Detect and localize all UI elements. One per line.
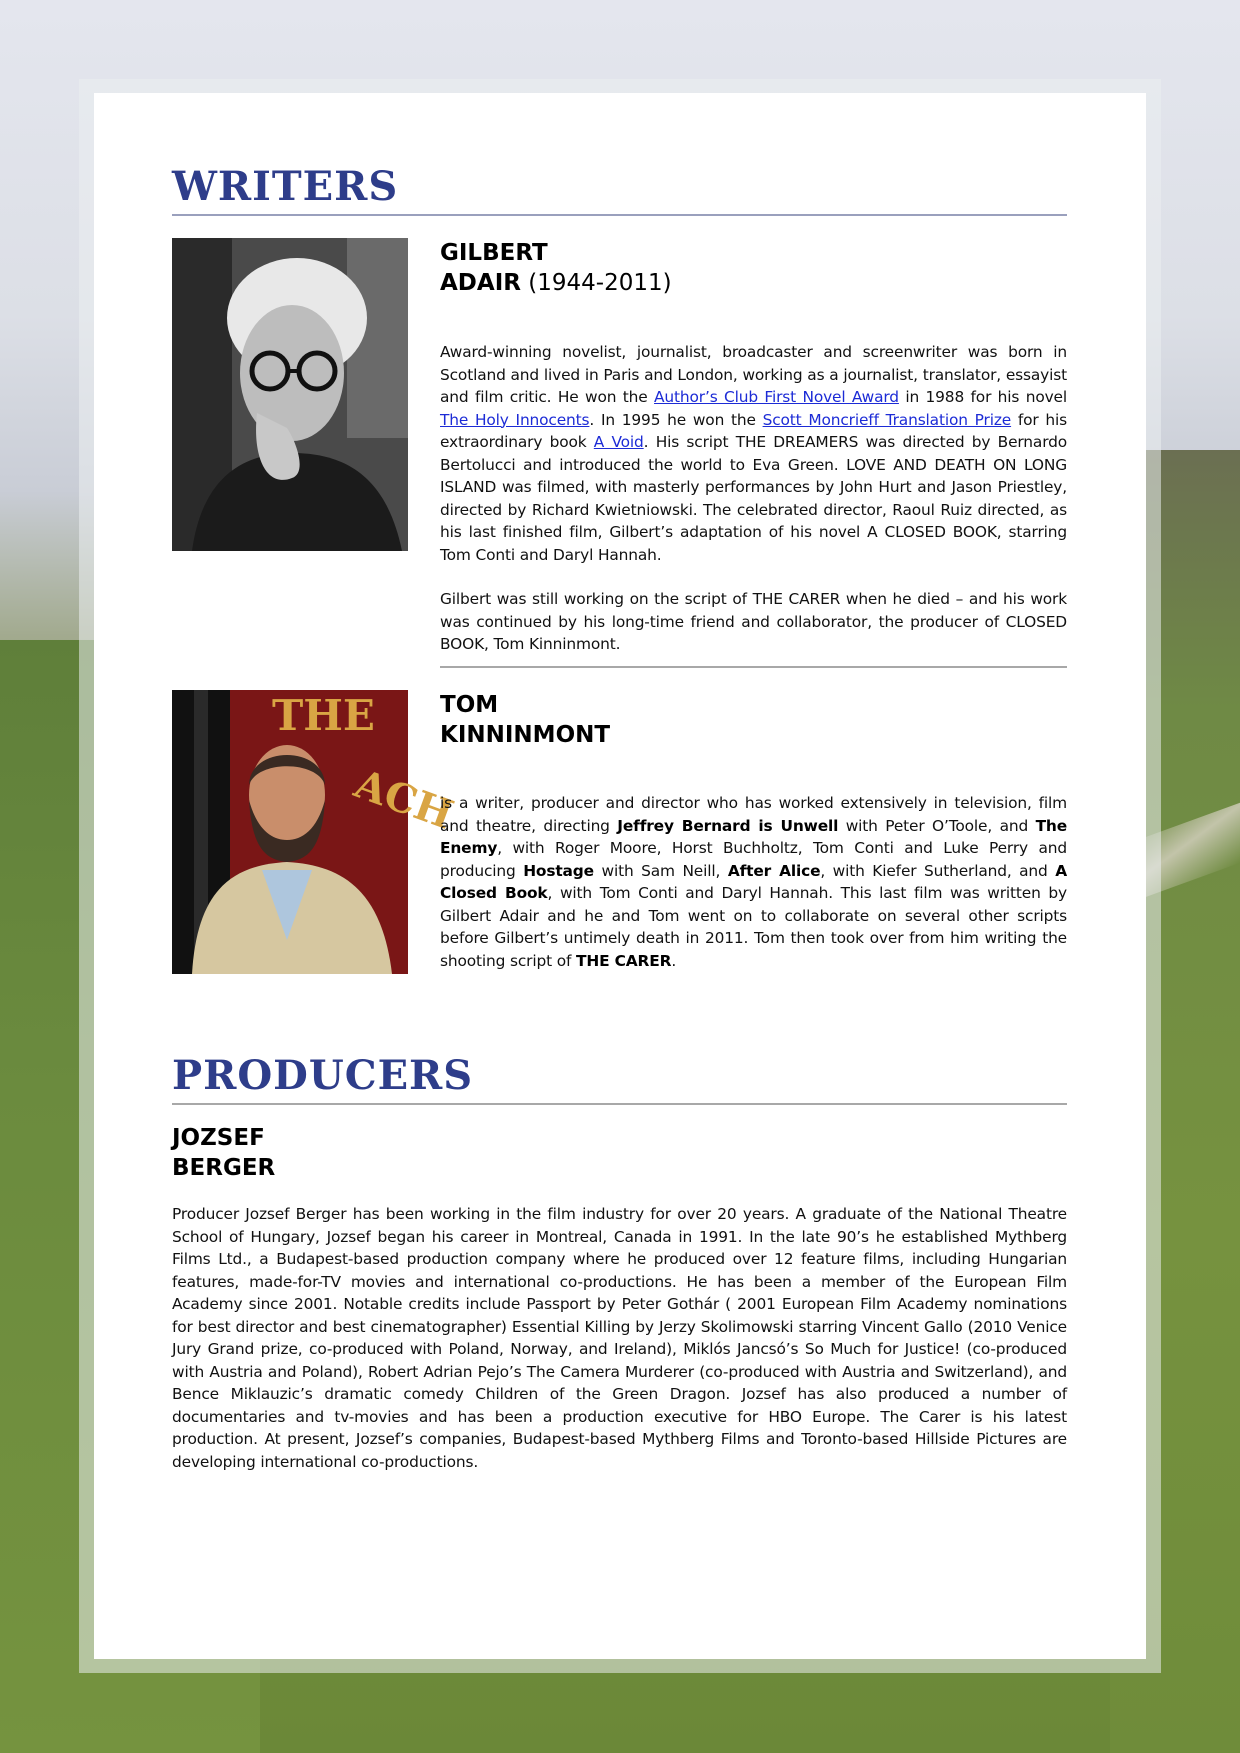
berger-last-name: BERGER (172, 1155, 276, 1181)
kinninmont-p1-text-2: with Peter O’Toole, and (838, 816, 1036, 835)
kinninmont-p1-bold-7: After Alice (727, 861, 821, 880)
adair-p1-text-4: . In 1995 he won the (589, 410, 763, 429)
writers-divider (440, 666, 1067, 668)
adair-p1-link-5[interactable]: Scott Moncrieff Translation Prize (762, 410, 1012, 429)
writers-heading: WRITERS (172, 163, 399, 210)
adair-p1-link-3[interactable]: The Holy Innocents (440, 410, 590, 429)
kinninmont-p1-text-0: is a writer, producer and director who has worked extensively in television, film and theatre, directing (440, 794, 1067, 835)
adair-bio (440, 238, 1067, 656)
kinninmont-photo-sign-2: ACH (348, 760, 460, 839)
kinninmont-photo-sign: THE (272, 691, 375, 740)
adair-p1-link-7[interactable]: A Void (593, 433, 644, 451)
kinninmont-p1-text-6: with Sam Neill, (593, 861, 728, 880)
adair-photo (172, 238, 408, 551)
adair-name (440, 238, 1067, 298)
kinninmont-bio (440, 690, 1067, 972)
producer-entry-berger (172, 1123, 1067, 1473)
kinninmont-p1-text-4: , with Roger Moore, Horst Buchholtz, Tom Conti and Luke Perry and producing (440, 839, 1067, 880)
adair-p1-text-2: in 1988 for his novel (898, 388, 1067, 406)
writers-heading-rule (172, 214, 1067, 216)
adair-first-name: GILBERT (440, 240, 548, 266)
adair-p1-text-6: for his extraordinary book (440, 410, 1067, 451)
kinninmont-last-name: KINNINMONT (440, 722, 611, 748)
berger-name (172, 1123, 1067, 1183)
kinninmont-photo (172, 690, 460, 974)
kinninmont-p1-text-12: . (671, 951, 677, 970)
kinninmont-p1-bold-9: A Closed Book (440, 861, 1067, 902)
adair-p1-link-1[interactable]: Author’s Club First Novel Award (654, 388, 899, 406)
kinninmont-name (440, 690, 1067, 750)
adair-p1-text-8: . His script THE DREAMERS was directed by Bernardo Bertolucci and introduced the world to Eva Green. LOVE AND DEATH ON LONG ISLAND was filmed, with masterly performances by John Hurt and Jason Priestley, directed by Richard Kwietniowski. The celebrated director, Raoul Ruiz directed, as his last finished film, Gilbert’s adaptation of his novel A CLOSED BOOK, starring Tom Conti and Daryl Hannah. (440, 433, 1067, 564)
kinninmont-p1-text-10: , with Tom Conti and Daryl Hannah. This last film was written by Gilbert Adair and he and Tom went on to collaborate on several other scripts before Gilbert’s untimely death in 2011. Tom then took over from him writing the shooting script of (440, 884, 1067, 970)
kinninmont-paragraph-1 (440, 792, 1067, 972)
adair-last-name: ADAIR (440, 270, 521, 296)
adair-paragraph-1 (440, 341, 1067, 566)
kinninmont-p1-text-8: , with Kiefer Sutherland, and (820, 861, 1056, 880)
kinninmont-p1-bold-1: Jeffrey Bernard is Unwell (617, 816, 839, 835)
document-page (94, 93, 1146, 1659)
adair-years: (1944-2011) (520, 270, 672, 296)
producers-heading-rule (172, 1103, 1067, 1105)
adair-paragraph-2: Gilbert was still working on the script of THE CARER when he died – and his work was continued by his long-time friend and collaborator, the producer of CLOSED BOOK, Tom Kinninmont. (440, 590, 1067, 653)
berger-paragraph-1: Producer Jozsef Berger has been working in the film industry for over 20 years. A graduate of the National Theatre School of Hungary, Jozsef began his career in Montreal, Canada in 1991. In the late 90’s he established Mythberg Films Ltd., a Budapest-based production company where he produced over 12 feature films, including Hungarian features, made-for-TV movies and international co-productions. He has been a member of the European Film Academy since 2001. Notable credits include Passport by Peter Gothár ( 2001 European Film Academy nominations for best director and best cinematographer) Essential Killing by Jerzy Skolimowski starring Vincent Gallo (2010 Venice Jury Grand prize, co-produced with Poland, Norway, and Ireland), Miklós Jancsó’s So Much for Justice! (co-produced with Austria and Poland), Robert Adrian Pejo’s The Camera Murderer (co-produced with Austria and Switzerland), and Bence Miklauzic’s dramatic comedy Children of the Green Dragon. Jozsef has also produced a number of documentaries and tv-movies and has been a production executive for HBO Europe. The Carer is his latest production. At present, Jozsef’s companies, Budapest-based Mythberg Films and Toronto-based Hillside Pictures are developing international co-productions. (172, 1205, 1067, 1471)
kinninmont-p1-bold-3: The Enemy (440, 816, 1068, 857)
berger-first-name: JOZSEF (172, 1125, 265, 1151)
kinninmont-first-name: TOM (440, 692, 499, 718)
adair-p1-text-0: Award-winning novelist, journalist, broadcaster and screenwriter was born in Scotland and lived in Paris and London, working as a journalist, translator, essayist and film critic. He won the (440, 343, 1067, 406)
kinninmont-p1-bold-5: Hostage (523, 861, 594, 880)
producers-heading: PRODUCERS (172, 1052, 474, 1099)
kinninmont-p1-bold-11: THE CARER (576, 951, 672, 970)
